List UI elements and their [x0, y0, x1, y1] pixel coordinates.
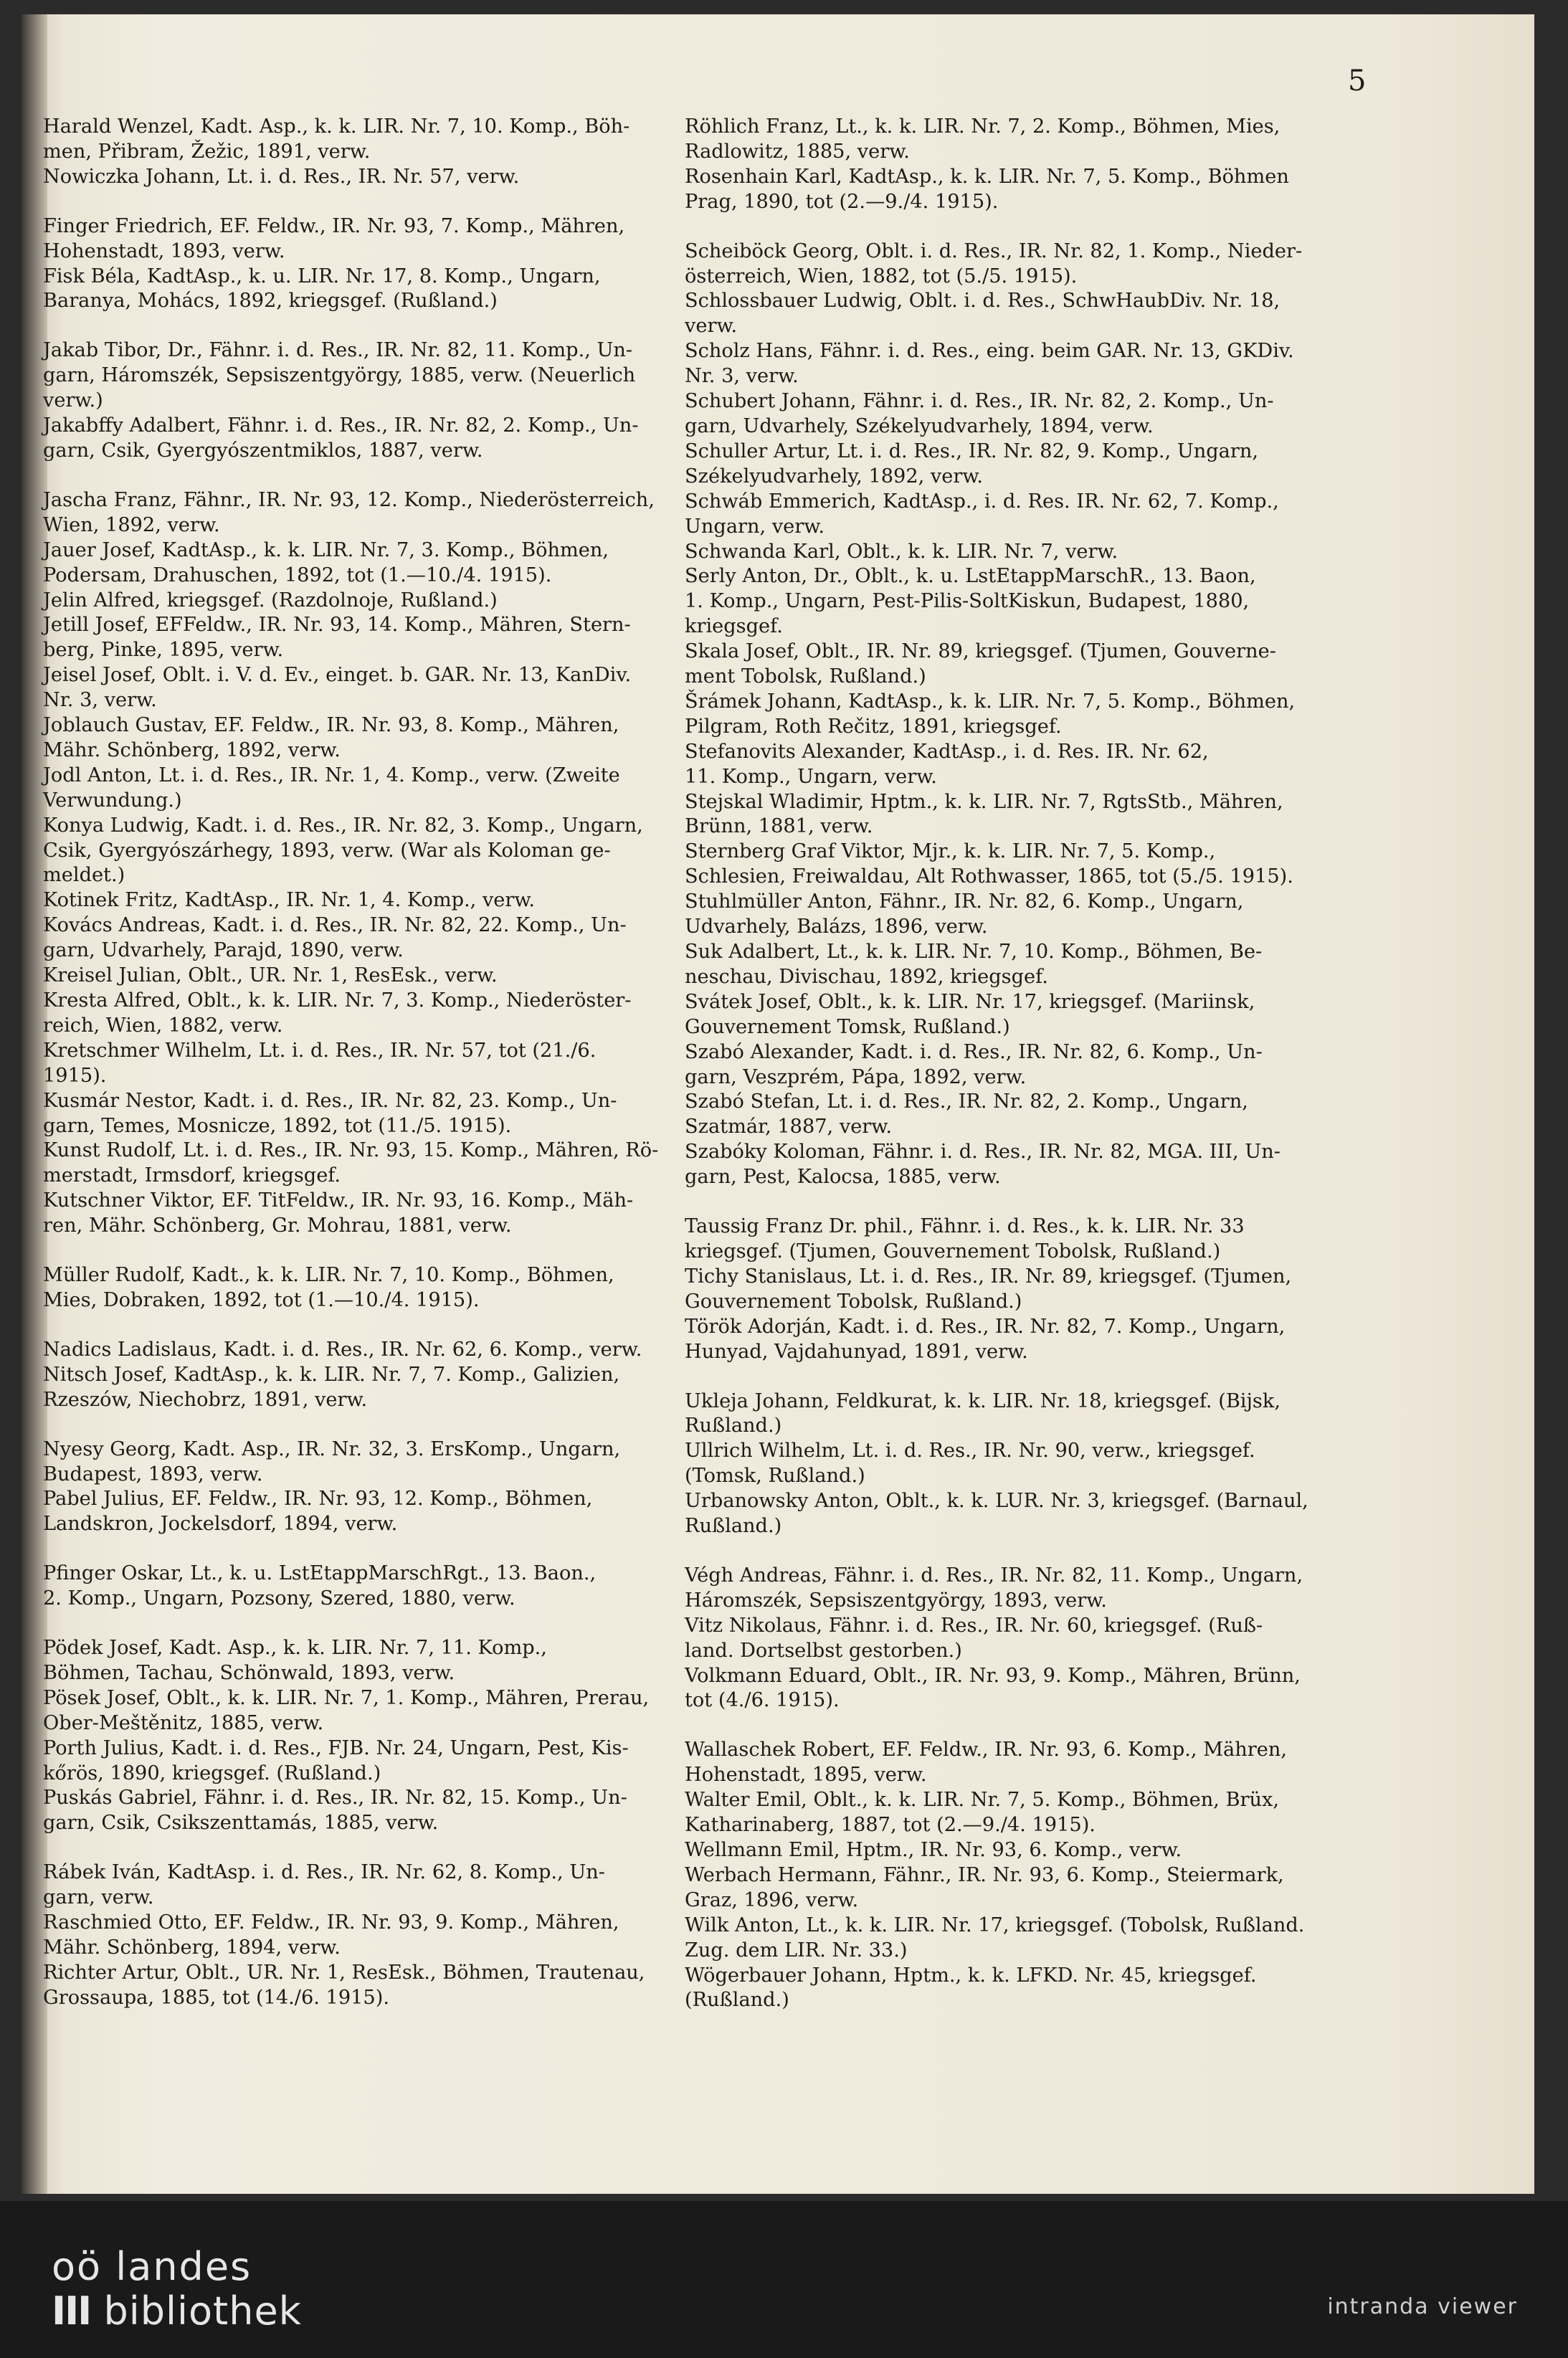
register-entry: Stuhlmüller Anton, Fähnr., IR. Nr. 82, 6. Komp., Ungarn, Udvarhely, Balázs, 1896, verw.	[685, 890, 1244, 938]
register-entry: Sternberg Graf Viktor, Mjr., k. k. LIR. Nr. 7, 5. Komp., Schlesien, Freiwaldau, Alt Rothwasser, 1865, tot (5./5. 1915).	[685, 840, 1293, 888]
register-entry: Végh Andreas, Fähnr. i. d. Res., IR. Nr. 82, 11. Komp., Ungarn, Háromszék, Sepsiszentgyörgy, 1893, verw.	[685, 1564, 1303, 1612]
register-entry: Schuller Artur, Lt. i. d. Res., IR. Nr. 82, 9. Komp., Ungarn, Székelyudvarhely, 1892, verw.	[685, 439, 1258, 488]
section-gap	[43, 1537, 660, 1561]
register-entry: Joblauch Gustav, EF. Feldw., IR. Nr. 93, 8. Komp., Mähren, Mähr. Schönberg, 1892, verw.	[43, 714, 619, 761]
register-entry: Kovács Andreas, Kadt. i. d. Res., IR. Nr. 82, 22. Komp., Un- garn, Udvarhely, Parajd, 1890, verw.	[43, 914, 627, 962]
section-gap	[43, 190, 660, 214]
register-entry: Kretschmer Wilhelm, Lt. i. d. Res., IR. Nr. 57, tot (21./6. 1915).	[43, 1039, 597, 1087]
register-entry: Nadics Ladislaus, Kadt. i. d. Res., IR. Nr. 62, 6. Komp., verw.	[43, 1338, 642, 1361]
register-entry: Kusmár Nestor, Kadt. i. d. Res., IR. Nr. 82, 23. Komp., Un- garn, Temes, Mosnicze, 1892, tot (11./5. 1915).	[43, 1089, 617, 1137]
section-gap	[43, 1413, 660, 1437]
register-entry: Fisk Béla, KadtAsp., k. u. LIR. Nr. 17, 8. Komp., Ungarn, Baranya, Mohács, 1892, kriegsgef. (Rußland.)	[43, 265, 601, 313]
register-entry: Jakab Tibor, Dr., Fähnr. i. d. Res., IR. Nr. 82, 11. Komp., Un- garn, Háromszék, Sepsiszentgyörgy, 1885, verw. (Neuerlich verw.)	[43, 339, 636, 412]
register-entry: Šrámek Johann, KadtAsp., k. k. LIR. Nr. 7, 5. Komp., Böhmen, Pilgram, Roth Rečitz, 1891, kriegsgef.	[685, 690, 1296, 738]
register-entry: Kotinek Fritz, KadtAsp., IR. Nr. 1, 4. Komp., verw.	[43, 889, 536, 912]
register-entry: Tichy Stanislaus, Lt. i. d. Res., IR. Nr. 89, kriegsgef. (Tjumen, Gouvernement Tobolsk, Rußland.)	[685, 1265, 1292, 1313]
register-entry: Jascha Franz, Fähnr., IR. Nr. 93, 12. Komp., Niederösterreich, Wien, 1892, verw.	[43, 488, 655, 536]
register-entry: Ullrich Wilhelm, Lt. i. d. Res., IR. Nr. 90, verw., kriegsgef. (Tomsk, Rußland.)	[685, 1440, 1255, 1488]
register-entry: Wellmann Emil, Hptm., IR. Nr. 93, 6. Komp., verw.	[685, 1839, 1182, 1861]
section-gap	[685, 215, 1391, 239]
register-entry: Kreisel Julian, Oblt., UR. Nr. 1, ResEsk., verw.	[43, 964, 498, 987]
register-entry: Vitz Nikolaus, Fähnr. i. d. Res., IR. Nr. 60, kriegsgef. (Ruß- land. Dortselbst gestorben.)	[685, 1614, 1263, 1662]
register-entry: Schubert Johann, Fähnr. i. d. Res., IR. Nr. 82, 2. Komp., Un- garn, Udvarhely, Székelyudvarhely, 1894, verw.	[685, 390, 1274, 437]
register-entry: Serly Anton, Dr., Oblt., k. u. LstEtappMarschR., 13. Baon, 1. Komp., Ungarn, Pest-Pilis-SoltKiskun, Budapest, 1880, kriegsgef.	[685, 565, 1256, 638]
register-entry: Schwanda Karl, Oblt., k. k. LIR. Nr. 7, verw.	[685, 540, 1118, 563]
section-gap	[43, 1313, 660, 1338]
section-gap	[43, 1612, 660, 1636]
register-entry: Pösek Josef, Oblt., k. k. LIR. Nr. 7, 1. Komp., Mähren, Prerau, Ober-Meštěnitz, 1885, verw.	[43, 1686, 650, 1734]
left-column	[43, 115, 660, 2011]
section-gap	[685, 1190, 1391, 1214]
section-gap	[43, 1239, 660, 1263]
register-entry: Szabó Alexander, Kadt. i. d. Res., IR. Nr. 82, 6. Komp., Un- garn, Veszprém, Pápa, 1892, verw.	[685, 1040, 1263, 1088]
register-entry: Stefanovits Alexander, KadtAsp., i. d. Res. IR. Nr. 62, 11. Komp., Ungarn, verw.	[685, 740, 1209, 788]
library-logo-line2	[52, 2288, 302, 2334]
register-entry: Nitsch Josef, KadtAsp., k. k. LIR. Nr. 7, 7. Komp., Galizien, Rzeszów, Niechobrz, 1891, verw.	[43, 1363, 620, 1411]
register-entry: Szabóky Koloman, Fähnr. i. d. Res., IR. Nr. 82, MGA. III, Un- garn, Pest, Kalocsa, 1885, verw.	[685, 1141, 1280, 1189]
register-entry: Wögerbauer Johann, Hptm., k. k. LFKD. Nr. 45, kriegsgef. (Rußland.)	[685, 1964, 1257, 2012]
register-entry: Török Adorján, Kadt. i. d. Res., IR. Nr. 82, 7. Komp., Ungarn, Hunyad, Vajdahunyad, 1891, verw.	[685, 1315, 1286, 1363]
document-page	[22, 14, 1534, 2194]
section-gap	[685, 1713, 1391, 1738]
register-entry: Walter Emil, Oblt., k. k. LIR. Nr. 7, 5. Komp., Böhmen, Brüx, Katharinaberg, 1887, tot (2.—9./4. 1915).	[685, 1789, 1280, 1837]
register-entry: Puskás Gabriel, Fähnr. i. d. Res., IR. Nr. 82, 15. Komp., Un- garn, Csik, Csikszenttamás, 1885, verw.	[43, 1787, 627, 1835]
register-entry: Müller Rudolf, Kadt., k. k. LIR. Nr. 7, 10. Komp., Böhmen, Mies, Dobraken, 1892, tot (1.—10./4. 1915).	[43, 1264, 614, 1311]
register-entry: Jelin Alfred, kriegsgef. (Razdolnoje, Rußland.)	[43, 589, 498, 612]
register-entry: Volkmann Eduard, Oblt., IR. Nr. 93, 9. Komp., Mähren, Brünn, tot (4./6. 1915).	[685, 1664, 1301, 1712]
register-entry: Röhlich Franz, Lt., k. k. LIR. Nr. 7, 2. Komp., Böhmen, Mies, Radlowitz, 1885, verw.	[685, 115, 1280, 163]
register-entry: Wallaschek Robert, EF. Feldw., IR. Nr. 93, 6. Komp., Mähren, Hohenstadt, 1895, verw.	[685, 1739, 1288, 1787]
register-entry: Pödek Josef, Kadt. Asp., k. k. LIR. Nr. 7, 11. Komp., Böhmen, Tachau, Schönwald, 1893, verw.	[43, 1637, 547, 1684]
register-entry: Raschmied Otto, EF. Feldw., IR. Nr. 93, 9. Komp., Mähren, Mähr. Schönberg, 1894, verw.	[43, 1911, 619, 1959]
register-entry: Kutschner Viktor, EF. TitFeldw., IR. Nr. 93, 16. Komp., Mäh- ren, Mähr. Schönberg, Gr. Mohrau, 1881, verw.	[43, 1189, 634, 1237]
viewer-footer	[0, 2201, 1568, 2358]
register-entry: Suk Adalbert, Lt., k. k. LIR. Nr. 7, 10. Komp., Böhmen, Be- neschau, Divischau, 1892, kriegsgef.	[685, 941, 1263, 988]
section-gap	[43, 464, 660, 488]
register-entry: Svátek Josef, Oblt., k. k. LIR. Nr. 17, kriegsgef. (Mariinsk, Gouvernement Tomsk, Rußland.)	[685, 990, 1255, 1038]
register-entry: Finger Friedrich, EF. Feldw., IR. Nr. 93, 7. Komp., Mähren, Hohenstadt, 1893, verw.	[43, 214, 625, 262]
section-gap	[43, 314, 660, 338]
register-entry: Konya Ludwig, Kadt. i. d. Res., IR. Nr. 82, 3. Komp., Ungarn, Csik, Gyergyószárhegy, 1893, verw. (War als Koloman ge- meldet.)	[43, 814, 643, 887]
register-entry: Schwáb Emmerich, KadtAsp., i. d. Res. IR. Nr. 62, 7. Komp., Ungarn, verw.	[685, 490, 1279, 538]
register-entry: Nowiczka Johann, Lt. i. d. Res., IR. Nr. 57, verw.	[43, 165, 520, 188]
register-entry: Pfinger Oskar, Lt., k. u. LstEtappMarschRgt., 13. Baon., 2. Komp., Ungarn, Pozsony, Szered, 1880, verw.	[43, 1562, 597, 1610]
register-entry: Richter Artur, Oblt., UR. Nr. 1, ResEsk., Böhmen, Trautenau, Grossaupa, 1885, tot (14./6. 1915).	[43, 1961, 645, 2009]
register-entry: Wilk Anton, Lt., k. k. LIR. Nr. 17, kriegsgef. (Tobolsk, Rußland. Zug. dem LIR. Nr. 33.)	[685, 1914, 1305, 1962]
register-entry: Rosenhain Karl, KadtAsp., k. k. LIR. Nr. 7, 5. Komp., Böhmen Prag, 1890, tot (2.—9./4. 1915).	[685, 165, 1289, 213]
register-entry: Jakabffy Adalbert, Fähnr. i. d. Res., IR. Nr. 82, 2. Komp., Un- garn, Csik, Gyergyószentmiklos, 1887, verw.	[43, 414, 639, 462]
section-gap	[685, 1365, 1391, 1389]
register-entry: Taussig Franz Dr. phil., Fähnr. i. d. Res., k. k. LIR. Nr. 33 kriegsgef. (Tjumen, Gouvernement Tobolsk, Rußland.)	[685, 1215, 1245, 1263]
register-entry: Porth Julius, Kadt. i. d. Res., FJB. Nr. 24, Ungarn, Pest, Kis- kőrös, 1890, kriegsgef. (Rußland.)	[43, 1736, 629, 1784]
register-entry: Jauer Josef, KadtAsp., k. k. LIR. Nr. 7, 3. Komp., Böhmen, Podersam, Drahuschen, 1892, tot (1.—10./4. 1915).	[43, 538, 609, 586]
register-entry: Scholz Hans, Fähnr. i. d. Res., eing. beim GAR. Nr. 13, GKDiv. Nr. 3, verw.	[685, 340, 1294, 388]
register-entry: Urbanowsky Anton, Oblt., k. k. LUR. Nr. 3, kriegsgef. (Barnaul, Rußland.)	[685, 1490, 1308, 1538]
register-entry: Werbach Hermann, Fähnr., IR. Nr. 93, 6. Komp., Steiermark, Graz, 1896, verw.	[685, 1863, 1284, 1911]
register-entry: Rábek Iván, KadtAsp. i. d. Res., IR. Nr. 62, 8. Komp., Un- garn, verw.	[43, 1861, 605, 1909]
viewer-brand-label[interactable]: intranda viewer	[1327, 2294, 1518, 2319]
register-entry: Ukleja Johann, Feldkurat, k. k. LIR. Nr. 18, kriegsgef. (Bijsk, Rußland.)	[685, 1389, 1280, 1437]
register-entry: Scheiböck Georg, Oblt. i. d. Res., IR. Nr. 82, 1. Komp., Nieder- österreich, Wien, 1882, tot (5./5. 1915).	[685, 239, 1303, 287]
page-number: 5	[1348, 65, 1367, 98]
register-entry: Jetill Josef, EFFeldw., IR. Nr. 93, 14. Komp., Mähren, Stern- berg, Pinke, 1895, verw.	[43, 614, 631, 662]
register-entry: Schlossbauer Ludwig, Oblt. i. d. Res., SchwHaubDiv. Nr. 18, verw.	[685, 290, 1280, 338]
section-gap	[43, 1836, 660, 1860]
register-entry: Jeisel Josef, Oblt. i. V. d. Ev., einget. b. GAR. Nr. 13, KanDiv. Nr. 3, verw.	[43, 664, 632, 712]
register-entry: Pabel Julius, EF. Feldw., IR. Nr. 93, 12. Komp., Böhmen, Landskron, Jockelsdorf, 1894, verw.	[43, 1488, 593, 1536]
library-logo-mark: III	[52, 2288, 91, 2334]
right-column	[685, 115, 1391, 2013]
register-entry: Skala Josef, Oblt., IR. Nr. 89, kriegsgef. (Tjumen, Gouverne- ment Tobolsk, Rußland.)	[685, 640, 1276, 688]
register-entry: Szabó Stefan, Lt. i. d. Res., IR. Nr. 82, 2. Komp., Ungarn, Szatmár, 1887, verw.	[685, 1090, 1248, 1138]
library-logo-line1: oö landes	[52, 2244, 252, 2289]
register-entry: Stejskal Wladimir, Hptm., k. k. LIR. Nr. 7, RgtsStb., Mähren, Brünn, 1881, verw.	[685, 790, 1283, 838]
section-gap	[685, 1539, 1391, 1564]
register-entry: Jodl Anton, Lt. i. d. Res., IR. Nr. 1, 4. Komp., verw. (Zweite Verwundung.)	[43, 764, 620, 812]
library-logo-text: bibliothek	[103, 2288, 302, 2334]
register-entry: Kresta Alfred, Oblt., k. k. LIR. Nr. 7, 3. Komp., Niederöster- reich, Wien, 1882, verw.	[43, 989, 632, 1037]
register-entry: Kunst Rudolf, Lt. i. d. Res., IR. Nr. 93, 15. Komp., Mähren, Rö- merstadt, Irmsdorf, kriegsgef.	[43, 1139, 659, 1187]
register-entry: Harald Wenzel, Kadt. Asp., k. k. LIR. Nr. 7, 10. Komp., Böh- men, Přibram, Žežic, 1891, verw.	[43, 115, 630, 163]
register-entry: Nyesy Georg, Kadt. Asp., IR. Nr. 32, 3. ErsKomp., Ungarn, Budapest, 1893, verw.	[43, 1437, 621, 1485]
